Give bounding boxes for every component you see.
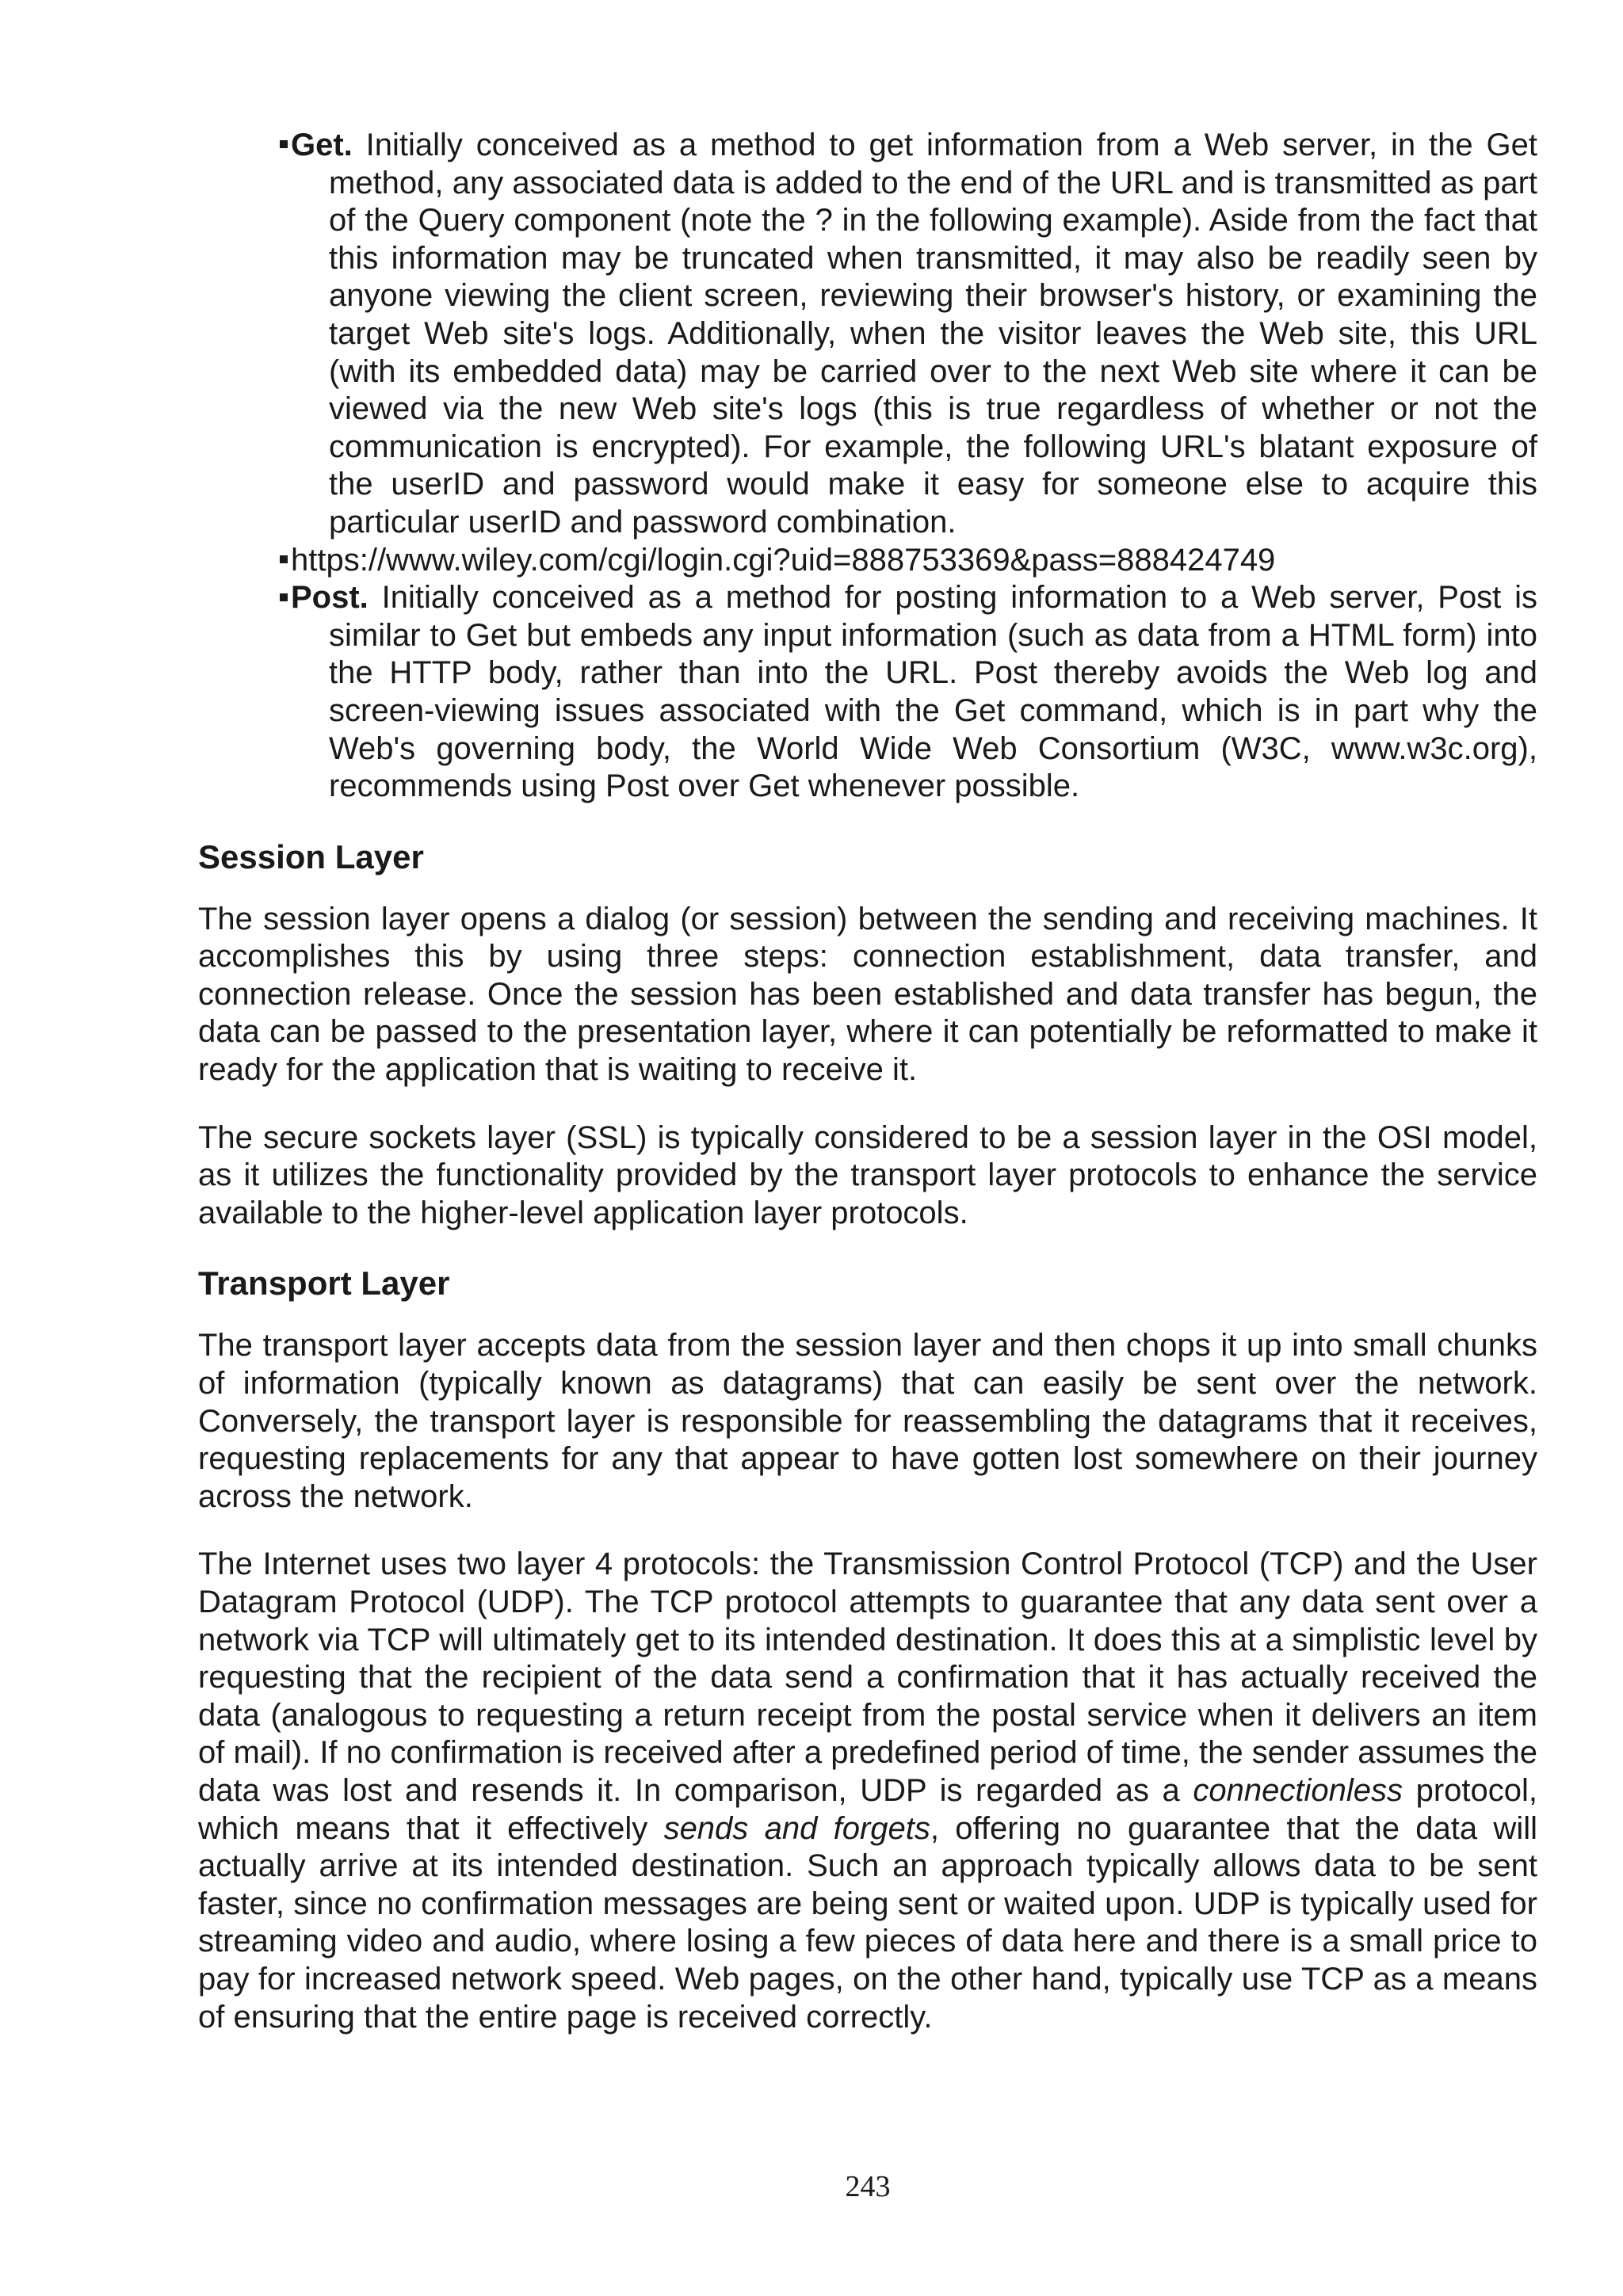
para2-text-a: The Internet uses two layer 4 protocols: the Transmission Control Protocol (TCP) and the User Datagram Protocol (UDP). The TCP protocol attempts to guarantee that any data sent over a network via TCP will ultimately get to its intended destination. It does this at a simplistic level by requesting that the recipient of the data send a confirmation that it has actually received the data (analogous to requesting a return receipt from the postal service when it delivers an item of mail). If no confirmation is received after a predefined period of time, the sender assumes the data was lost and resends it. In comparison, UDP is regarded as a [198,1547,1537,1808]
http-methods-list [280,127,1537,806]
term-get: Get. [291,128,353,162]
transport-layer-paragraph-1: The transport layer accepts data from the session layer and then chops it up into small chunks of information (typically known as datagrams) that can easily be sent over the network. Conversely, the transport layer is responsible for reassembling the datagrams that it receives, requesting replacements for any that appear to have gotten lost somewhere on their journey across the network. [198,1328,1537,1514]
list-item-post [280,579,1537,806]
transport-layer-paragraph-2 [198,1546,1537,2036]
list-item-url [280,542,1537,580]
emphasis-connectionless: connectionless [1193,1772,1403,1808]
bullet-square-icon [280,140,288,148]
list-item-get [280,127,1537,542]
page-content [198,127,1537,2066]
post-description: Initially conceived as a method for posting information to a Web server, Post is similar to Get but embeds any input information (such as data from a HTML form) into the HTTP body, rather than into the URL. Post thereby avoids the Web log and screen-viewing issues associated with the Get command, which is in part why the Web's governing body, the World Wide Web Consortium (W3C, www.w3c.org), recommends using Post over Get whenever possible. [329,580,1537,804]
para2-text-b: protocol, which means that it effectively [198,1772,1537,1846]
para2-text-c: , offering no guarantee that the data will actually arrive at its intended destination. Such an approach typically allows data to be sent faster, since no confirmation messages are being sent or waited upon. UDP is typically used for streaming video and audio, where losing a few pieces of data here and there is a small price to pay for increased network speed. Web pages, on the other hand, typically use TCP as a means of ensuring that the entire page is received correctly. [198,1810,1537,2035]
bullet-square-icon [280,593,288,601]
session-layer-heading: Session Layer [198,837,424,875]
page-number: 243 [845,2170,891,2203]
session-layer-paragraph-2: The secure sockets layer (SSL) is typically considered to be a session layer in the OSI model, as it utilizes the functionality provided by the transport layer protocols to enhance the service available to the higher-level application layer protocols. [198,1119,1537,1230]
example-url: https://www.wiley.com/cgi/login.cgi?uid=888753369&pass=888424749 [291,542,1276,578]
emphasis-sends-and-forgets: sends and forgets [663,1810,930,1846]
get-description: Initially conceived as a method to get information from a Web server, in the Get method, any associated data is added to the end of the URL and is transmitted as part of the Query component (note the ? in the following example). Aside from the fact that this information may be truncated when transmitted, it may also be readily seen by anyone viewing the client screen, reviewing their browser's history, or examining the target Web site's logs. Additionally, when the visitor leaves the Web site, this URL (with its embedded data) may be carried over to the next Web site where it can be viewed via the new Web site's logs (this is true regardless of whether or not the communication is encrypted). For example, the following URL's blatant exposure of the userID and password would make it easy for someone else to acquire this particular userID and password combination. [329,128,1537,540]
transport-layer-heading: Transport Layer [198,1264,450,1302]
bullet-square-icon [280,555,288,563]
term-post: Post. [291,580,369,616]
session-layer-paragraph-1: The session layer opens a dialog (or session) between the sending and receiving machines. It accomplishes this by using three steps: connection establishment, data transfer, and connection release. Once the session has been established and data transfer has begun, the data can be passed to the presentation layer, where it can potentially be reformatted to make it ready for the application that is waiting to receive it. [198,901,1537,1088]
